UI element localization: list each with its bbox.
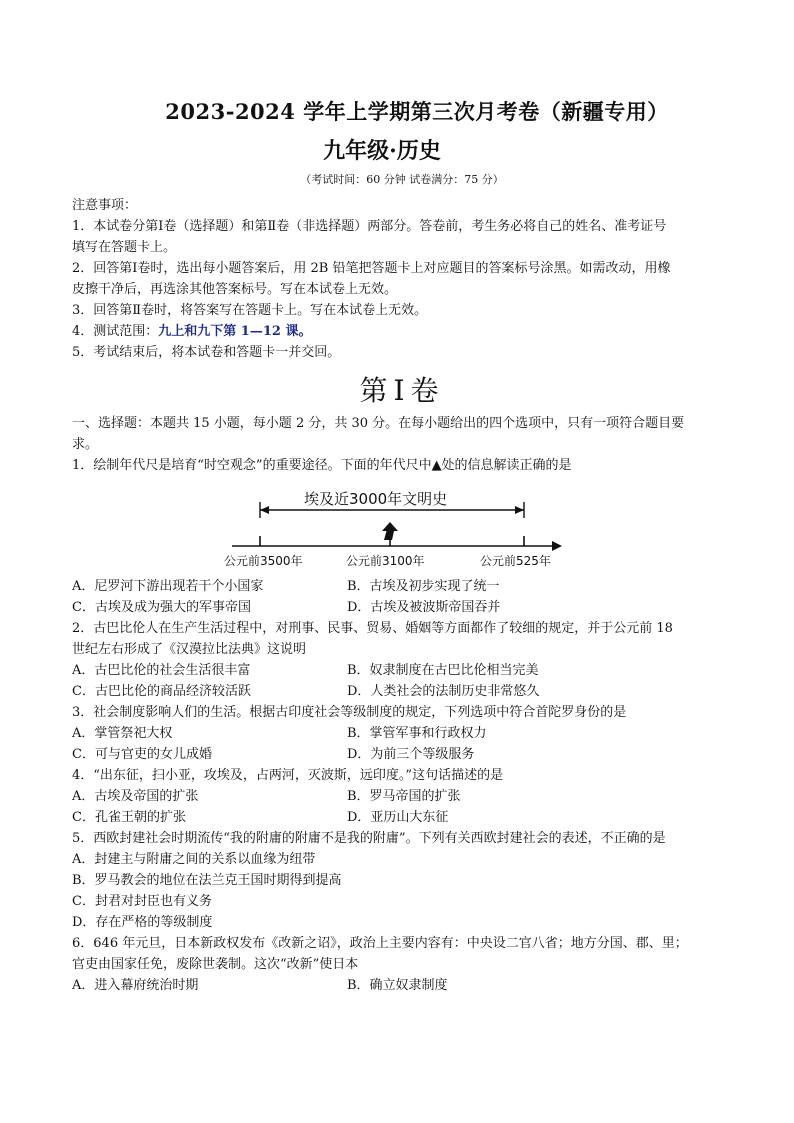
q2-stem-b: 世纪左右形成了《汉漠拉比法典》这说明 — [72, 642, 307, 657]
timeline-axis-arrow — [552, 541, 562, 551]
exam-subtitle: 九年级·历史 — [323, 138, 441, 164]
q1-options-row2 — [72, 597, 732, 618]
q2-options-row1 — [72, 660, 732, 681]
q3-stem: 3．社会制度影响人们的生活。根据古印度社会等级制度的规定，下列选项中符合首陀罗身份的是 — [72, 705, 627, 720]
q2-stem-a: 2．古巴比伦人在生产生活过程中，对刑事、民事、贸易、婚姻等方面都作了较细的规定，并于公元前 18 — [72, 621, 673, 636]
section-title: 第Ⅰ卷 — [359, 374, 445, 407]
q1-option-b[interactable]: B．古埃及初步实现了统一 — [347, 579, 500, 594]
q6-stem-a: 6．646 年元旦，日本新政权发布《改新之诏》，政治上主要内容有：中央设二官八省；地方分国、郡、里； — [72, 936, 688, 951]
section-intro-a: 一、选择题：本题共 15 小题，每小题 2 分，共 30 分。在每小题给出的四个选项中，只有一项符合题目要 — [72, 416, 685, 431]
note-2a: 2．回答第Ⅰ卷时，选出每小题答案后，用 2B 铅笔把答题卡上对应题目的答案标号涂黑。如需改动，用橡 — [72, 261, 671, 276]
exam-title: 2023-2024 学年上学期第三次月考卷（新疆专用） — [165, 99, 669, 124]
timeline-span-left-arrow — [260, 506, 269, 514]
note-1b: 填写在答题卡上。 — [72, 240, 177, 255]
exam-info: （考试时间：60 分钟 试卷满分：75 分） — [300, 173, 504, 186]
q5-option-b[interactable]: B．罗马教会的地位在法兰克王国时期得到提高 — [72, 873, 342, 888]
q3-option-d[interactable]: D．为前三个等级服务 — [347, 747, 475, 762]
note-4-prefix: 4．测试范围： — [72, 324, 159, 339]
notes-heading: 注意事项： — [72, 198, 138, 213]
q6-stem-b: 官吏由国家任免，废除世袭制。这次“改新”使日本 — [72, 957, 359, 972]
q1-option-c[interactable]: C．古埃及成为强大的军事帝国 — [72, 600, 251, 615]
q5-option-a[interactable]: A．封建主与附庸之间的关系以血缘为纽带 — [72, 852, 316, 867]
q4-options-row1 — [72, 786, 732, 807]
q5-option-d[interactable]: D．存在严格的等级制度 — [72, 915, 213, 930]
q1-option-d[interactable]: D．古埃及被波斯帝国吞并 — [347, 600, 501, 615]
section-intro-b: 求。 — [72, 437, 99, 452]
q4-option-b[interactable]: B．罗马帝国的扩张 — [347, 789, 461, 804]
q3-options-row2 — [72, 744, 732, 765]
q1-option-a[interactable]: A．尼罗河下游出现若干个小国家 — [72, 579, 264, 594]
q3-option-c[interactable]: C．可与官吏的女儿成婚 — [72, 747, 212, 762]
timeline-label-left: 公元前3500年 — [224, 554, 303, 568]
q5-stem: 5．西欧封建社会时期流传“我的附庸的附庸不是我的附庸”。下列有关西欧封建社会的表述，不正确的是 — [72, 831, 666, 846]
timeline-title: 埃及近3000年文明史 — [304, 490, 448, 508]
note-1a: 1．本试卷分第Ⅰ卷（选择题）和第Ⅱ卷（非选择题）两部分。答卷前，考生务必将自己的姓名、准考证号 — [72, 219, 667, 234]
note-2b: 皮擦干净后，再选涂其他答案标号。写在本试卷上无效。 — [72, 282, 398, 297]
q1-stem: 1．绘制年代尺是培育“时空观念”的重要途径。下面的年代尺中▲处的信息解读正确的是 — [72, 458, 572, 473]
q5-option-c[interactable]: C．封君对封臣也有义务 — [72, 894, 212, 909]
timeline-label-mid: 公元前3100年 — [346, 554, 425, 568]
q3-options-row1 — [72, 723, 732, 744]
q4-options-row2 — [72, 807, 732, 828]
note-5: 5．考试结束后，将本试卷和答题卡一并交回。 — [72, 345, 341, 360]
timeline-marker-icon — [382, 522, 398, 540]
q2-options-row2 — [72, 681, 732, 702]
q1-timeline — [72, 484, 732, 572]
q6-option-b[interactable]: B．确立奴隶制度 — [347, 978, 448, 993]
note-4 — [72, 321, 732, 342]
exam-page — [72, 96, 732, 996]
q2-option-d[interactable]: D．人类社会的法制历史非常悠久 — [347, 684, 540, 699]
q2-option-b[interactable]: B．奴隶制度在古巴比伦相当完美 — [347, 663, 539, 678]
q6-options-row1 — [72, 975, 732, 996]
q2-option-c[interactable]: C．古巴比伦的商品经济较活跃 — [72, 684, 251, 699]
note-3: 3．回答第Ⅱ卷时，将答案写在答题卡上。写在本试卷上无效。 — [72, 303, 428, 318]
q4-option-d[interactable]: D．亚历山大东征 — [347, 810, 449, 825]
q3-option-b[interactable]: B．掌管军事和行政权力 — [347, 726, 487, 741]
q4-stem: 4．“出东征，扫小亚，攻埃及，占两河，灭波斯，远印度。”这句话描述的是 — [72, 768, 504, 783]
q4-option-c[interactable]: C．孔雀王朝的扩张 — [72, 810, 186, 825]
q1-options-row1 — [72, 576, 732, 597]
q2-option-a[interactable]: A．古巴比伦的社会生活很丰富 — [72, 663, 251, 678]
timeline-label-right: 公元前525年 — [480, 554, 551, 568]
q3-option-a[interactable]: A．掌管祭祀大权 — [72, 726, 173, 741]
q4-option-a[interactable]: A．古埃及帝国的扩张 — [72, 789, 199, 804]
q6-option-a[interactable]: A．进入幕府统治时期 — [72, 978, 199, 993]
note-4-range: 九上和九下第 1—12 课。 — [158, 324, 312, 339]
timeline-span-right-arrow — [515, 506, 524, 514]
